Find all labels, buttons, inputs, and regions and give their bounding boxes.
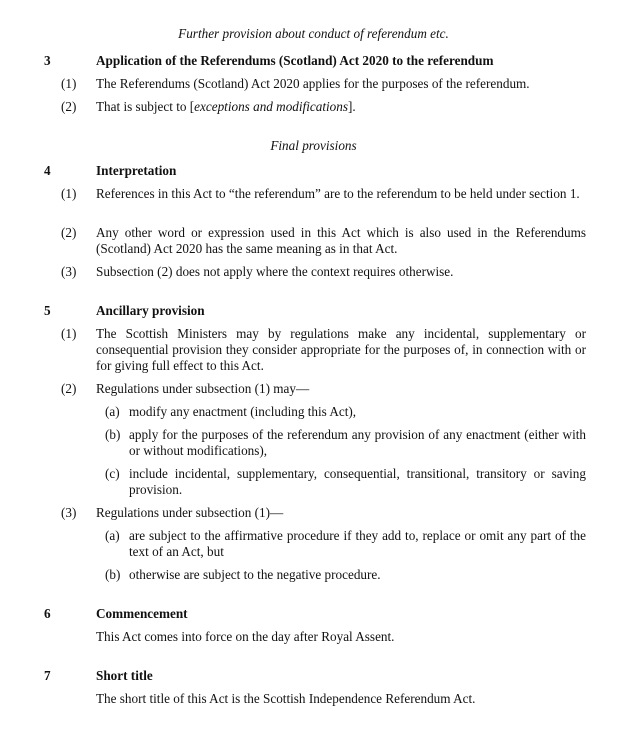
- section-5-2-a-text: modify any enactment (including this Act),: [129, 404, 357, 419]
- section-6-text: This Act comes into force on the day after Royal Assent.: [96, 629, 395, 644]
- section-5-2-text: Regulations under subsection (1) may—: [96, 381, 310, 396]
- section-5-3-number: (3): [61, 505, 77, 520]
- section-7-title: Short title: [96, 668, 153, 683]
- cross-heading-conduct: Further provision about conduct of referendum etc.: [178, 26, 449, 41]
- section-4-1-text: References in this Act to “the referendum” are to the referendum to be held under section 1.: [96, 186, 580, 201]
- section-4-title: Interpretation: [96, 163, 177, 178]
- section-5-number: 5: [44, 303, 51, 318]
- section-3-title: Application of the Referendums (Scotland) Act 2020 to the referendum: [96, 53, 494, 68]
- section-3-2-text-italic: exceptions and modifications: [194, 99, 348, 114]
- section-5-3-b-text: otherwise are subject to the negative procedure.: [129, 567, 381, 582]
- section-6-number: 6: [44, 606, 51, 621]
- section-5-1-text: The Scottish Ministers may by regulations make any incidental, supplementary or consequential provision they consider appropriate for the purposes of, in connection with or for giving full effect to this Act.: [96, 326, 586, 373]
- section-5-2-a-number: (a): [105, 404, 120, 419]
- section-6-title: Commencement: [96, 606, 188, 621]
- section-4-3-text: Subsection (2) does not apply where the context requires otherwise.: [96, 264, 454, 279]
- section-5-2-number: (2): [61, 381, 77, 396]
- section-3-1-text: The Referendums (Scotland) Act 2020 applies for the purposes of the referendum.: [96, 76, 530, 91]
- section-3-2-text-after: ].: [347, 99, 356, 114]
- section-5-3-b-number: (b): [105, 567, 121, 582]
- section-3-number: 3: [44, 53, 51, 68]
- section-5-2-b-text: apply for the purposes of the referendum any provision of any enactment (either with or without modifications),: [129, 427, 586, 458]
- cross-heading-final: Final provisions: [270, 138, 357, 153]
- section-4-2-text: Any other word or expression used in this Act which is also used in the Referendums (Scotland) Act 2020 has the same meaning as in that Act.: [96, 225, 586, 256]
- section-5-2-b-number: (b): [105, 427, 121, 442]
- section-7-number: 7: [44, 668, 51, 683]
- section-5-2-c-text: include incidental, supplementary, consequential, transitional, transitory or saving provision.: [129, 466, 586, 497]
- section-3-1-number: (1): [61, 76, 77, 91]
- section-3-2-number: (2): [61, 99, 77, 114]
- section-5-3-a-text: are subject to the affirmative procedure if they add to, replace or omit any part of the text of an Act, but: [129, 528, 586, 559]
- section-4-1-number: (1): [61, 186, 77, 201]
- section-4-2-number: (2): [61, 225, 77, 240]
- section-7-text: The short title of this Act is the Scottish Independence Referendum Act.: [96, 691, 476, 706]
- section-3-2-text-before: That is subject to [: [96, 99, 195, 114]
- section-4-3-number: (3): [61, 264, 77, 279]
- section-3-2-text: [96, 99, 586, 115]
- section-5-1-number: (1): [61, 326, 77, 341]
- section-5-title: Ancillary provision: [96, 303, 205, 318]
- section-5-3-text: Regulations under subsection (1)—: [96, 505, 284, 520]
- section-5-3-a-number: (a): [105, 528, 120, 543]
- section-5-2-c-number: (c): [105, 466, 120, 481]
- section-4-number: 4: [44, 163, 51, 178]
